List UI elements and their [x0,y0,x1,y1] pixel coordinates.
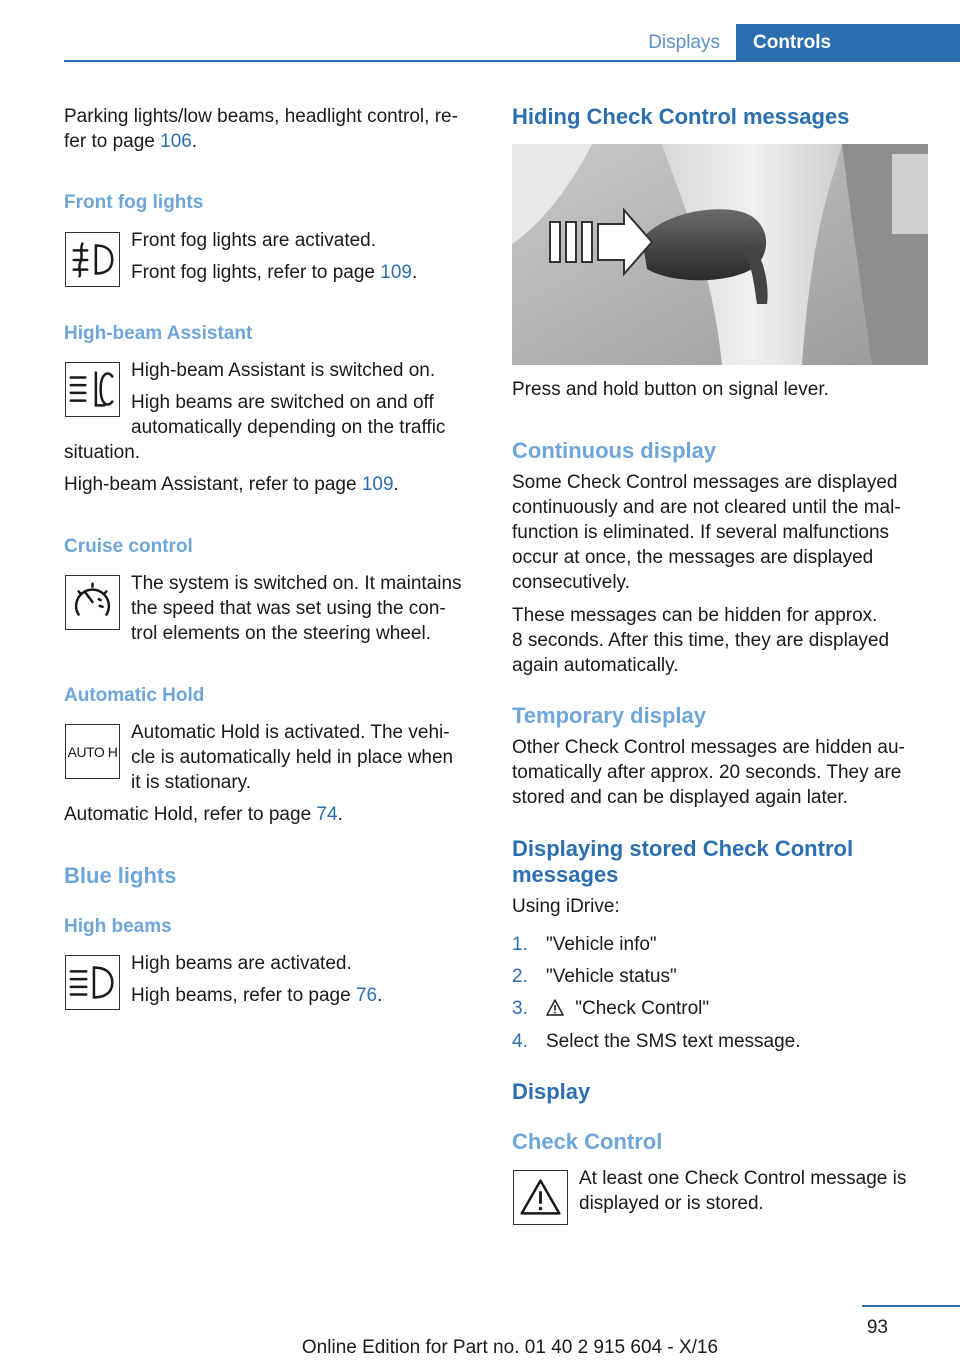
hba-ref: High-beam Assistant, refer to page [64,474,362,495]
page-number: 93 [866,1317,888,1338]
section-label: Displays [648,32,720,53]
continuous-line: again automatically. [512,655,679,676]
continuous-line: consecutively. [512,572,630,593]
step-number: 3. [512,998,528,1019]
page-link-74[interactable]: 74 [316,804,338,825]
high-beams-line-2 [131,983,382,1008]
step-text: "Check Control" [570,998,710,1019]
step-number: 1. [512,934,528,955]
temporary-line: tomatically after approx. 20 seconds. They are [512,762,902,783]
temporary-heading: Temporary display [512,703,706,728]
footer-rule [862,1305,960,1307]
front-fog-ref: Front fog lights, refer to page [131,262,381,283]
hba-tail: . [393,474,399,495]
cruise-line-3: trol elements on the steering wheel. [131,623,431,644]
step-text: Select the SMS text message. [546,1031,801,1052]
cruise-control-heading: Cruise control [64,536,193,557]
cruise-line-2: the speed that was set using the con‐ [131,598,446,619]
front-fog-light-icon [65,232,120,287]
small-warning-icon [546,998,564,1015]
step-3 [546,996,709,1021]
high-beam-assistant-heading: High-beam Assistant [64,323,253,344]
edition-text: Online Edition for Part no. 01 40 2 915 604 - X/16 [301,1337,719,1358]
hba-line-2a: High beams are switched on and off [131,392,434,413]
blue-lights-heading: Blue lights [64,863,177,888]
auto-hold-icon [65,724,120,779]
auto-hold-ref: Automatic Hold, refer to page [64,804,317,825]
step-number: 4. [512,1031,528,1052]
temporary-line: Other Check Control messages are hidden au‐ [512,737,905,758]
cruise-line-1: The system is switched on. It maintains [131,573,462,594]
auto-hold-icon-label: AUTO H [67,743,118,760]
high-beams-heading: High beams [64,916,172,937]
intro-text: fer to page [64,131,161,152]
check-control-line-2: displayed or is stored. [579,1193,764,1214]
hba-line-3 [64,472,399,497]
continuous-paragraph-2 [512,603,942,678]
high-beams-ref: High beams, refer to page [131,985,356,1006]
display-heading: Display [512,1079,591,1104]
high-beams-tail: . [377,985,383,1006]
edition-line [0,1336,960,1360]
page-link-76[interactable]: 76 [355,985,378,1006]
continuous-line: continuously and are not cleared until the mal‐ [512,497,901,518]
step-number: 2. [512,966,528,987]
hiding-heading: Hiding Check Control messages [512,104,850,129]
continuous-line: function is eliminated. If several malfunctions [512,522,890,543]
front-fog-line-1: Front fog lights are activated. [131,230,377,251]
auto-hold-line-1: Automatic Hold is activated. The vehi‐ [131,722,450,743]
temporary-line: stored and can be displayed again later. [512,787,848,808]
intro-line-2 [64,129,484,154]
step-text: "Vehicle status" [546,966,677,987]
hiding-caption: Press and hold button on signal lever. [512,379,829,400]
continuous-paragraph-1 [512,470,942,595]
stored-heading-line-2: messages [512,862,619,887]
front-fog-line-2 [131,260,417,285]
front-fog-tail: . [411,262,418,283]
step-text: "Vehicle info" [546,934,657,955]
temporary-paragraph [512,735,942,810]
hba-line-1: High-beam Assistant is switched on. [131,360,436,381]
front-fog-heading: Front fog lights [64,192,204,213]
high-beams-line-1: High beams are activated. [131,953,352,974]
page-link-109-hba[interactable]: 109 [361,474,394,495]
auto-hold-line-4 [64,802,343,827]
intro-line-1: Parking lights/low beams, headlight control, re‐ [64,106,458,127]
page-link-106[interactable]: 106 [160,131,192,152]
chapter-tab: Controls [736,24,960,62]
check-control-line-1: At least one Check Control message is [579,1168,907,1189]
stored-heading-line-1: Displaying stored Check Control [512,836,854,861]
check-control-heading: Check Control [512,1129,663,1154]
intro-tail: . [191,131,198,152]
continuous-line: occur at once, the messages are displayed [512,547,874,568]
stored-intro: Using iDrive: [512,896,620,917]
signal-lever-photo [512,144,928,365]
warning-triangle-icon [513,1170,568,1225]
auto-hold-tail: . [337,804,343,825]
high-beam-assistant-icon [65,362,120,417]
auto-hold-line-2: cle is automatically held in place when [131,747,454,768]
hba-line-2b: automatically depending on the traffic [131,417,446,438]
page-link-109[interactable]: 109 [380,262,412,283]
continuous-heading: Continuous display [512,438,717,463]
continuous-line: 8 seconds. After this time, they are displayed [512,630,890,651]
continuous-line: Some Check Control messages are displayed [512,472,898,493]
cruise-control-icon [65,575,120,630]
continuous-line: These messages can be hidden for approx. [512,605,878,626]
hba-line-2c: situation. [64,442,141,463]
auto-hold-line-3: it is stationary. [131,772,252,793]
high-beam-icon [65,955,120,1010]
auto-hold-heading: Automatic Hold [64,685,205,706]
intro-paragraph [64,104,484,154]
